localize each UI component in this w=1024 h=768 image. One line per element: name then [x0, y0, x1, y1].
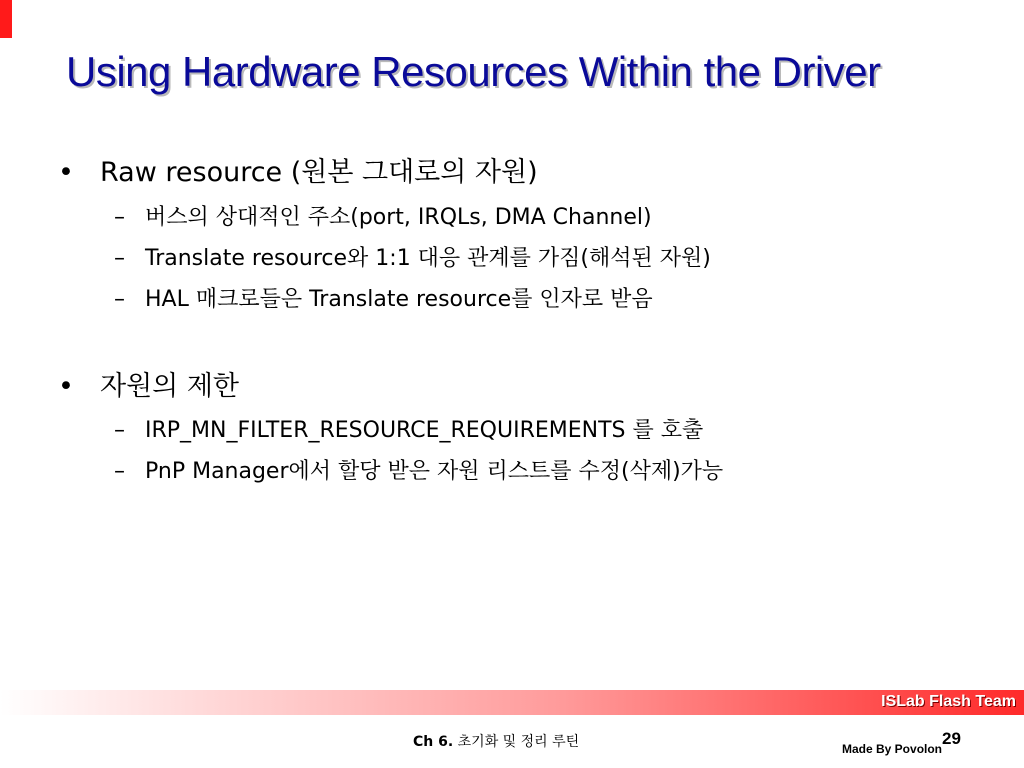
dash-icon: –: [114, 287, 125, 312]
sub-item: [114, 454, 723, 485]
bullet-item-resource-limit: [58, 364, 239, 403]
sub-item-text: PnP Manager에서 할당 받은 자원 리스트를 수정(삭제)가능: [145, 459, 724, 484]
bullet-item-raw-resource: [58, 150, 538, 189]
bullet-dot-icon: •: [58, 157, 74, 188]
page-number: 29: [942, 729, 961, 748]
chapter-number: Ch 6.: [413, 734, 454, 750]
sub-item: [114, 200, 652, 231]
team-name: ISLab Flash Team: [881, 693, 1016, 710]
corner-accent-mark: [0, 0, 12, 38]
slide-title: Using Hardware Resources Within the Driver: [66, 48, 881, 95]
sub-item-text: 버스의 상대적인 주소(port, IRQLs, DMA Channel): [145, 205, 652, 230]
dash-icon: –: [114, 459, 125, 484]
footer-gradient-bar: [0, 690, 1024, 715]
bullet-text: 자원의 제한: [100, 371, 239, 402]
sub-item: [114, 282, 653, 313]
chapter-label: [413, 731, 579, 751]
sub-item-text: IRP_MN_FILTER_RESOURCE_REQUIREMENTS 를 호출: [145, 418, 704, 443]
bullet-text: Raw resource (원본 그대로의 자원): [100, 157, 538, 188]
sub-item-text: Translate resource와 1:1 대응 관계를 가짐(해석된 자원): [145, 246, 711, 271]
sub-item: [114, 413, 703, 444]
dash-icon: –: [114, 418, 125, 443]
bullet-dot-icon: •: [58, 371, 74, 402]
sub-item-text: HAL 매크로들은 Translate resource를 인자로 받음: [145, 287, 653, 312]
dash-icon: –: [114, 246, 125, 271]
sub-item: [114, 241, 711, 272]
author-credit: Made By Povolon: [842, 742, 943, 756]
dash-icon: –: [114, 205, 125, 230]
chapter-title: 초기화 및 정리 루틴: [457, 734, 580, 750]
